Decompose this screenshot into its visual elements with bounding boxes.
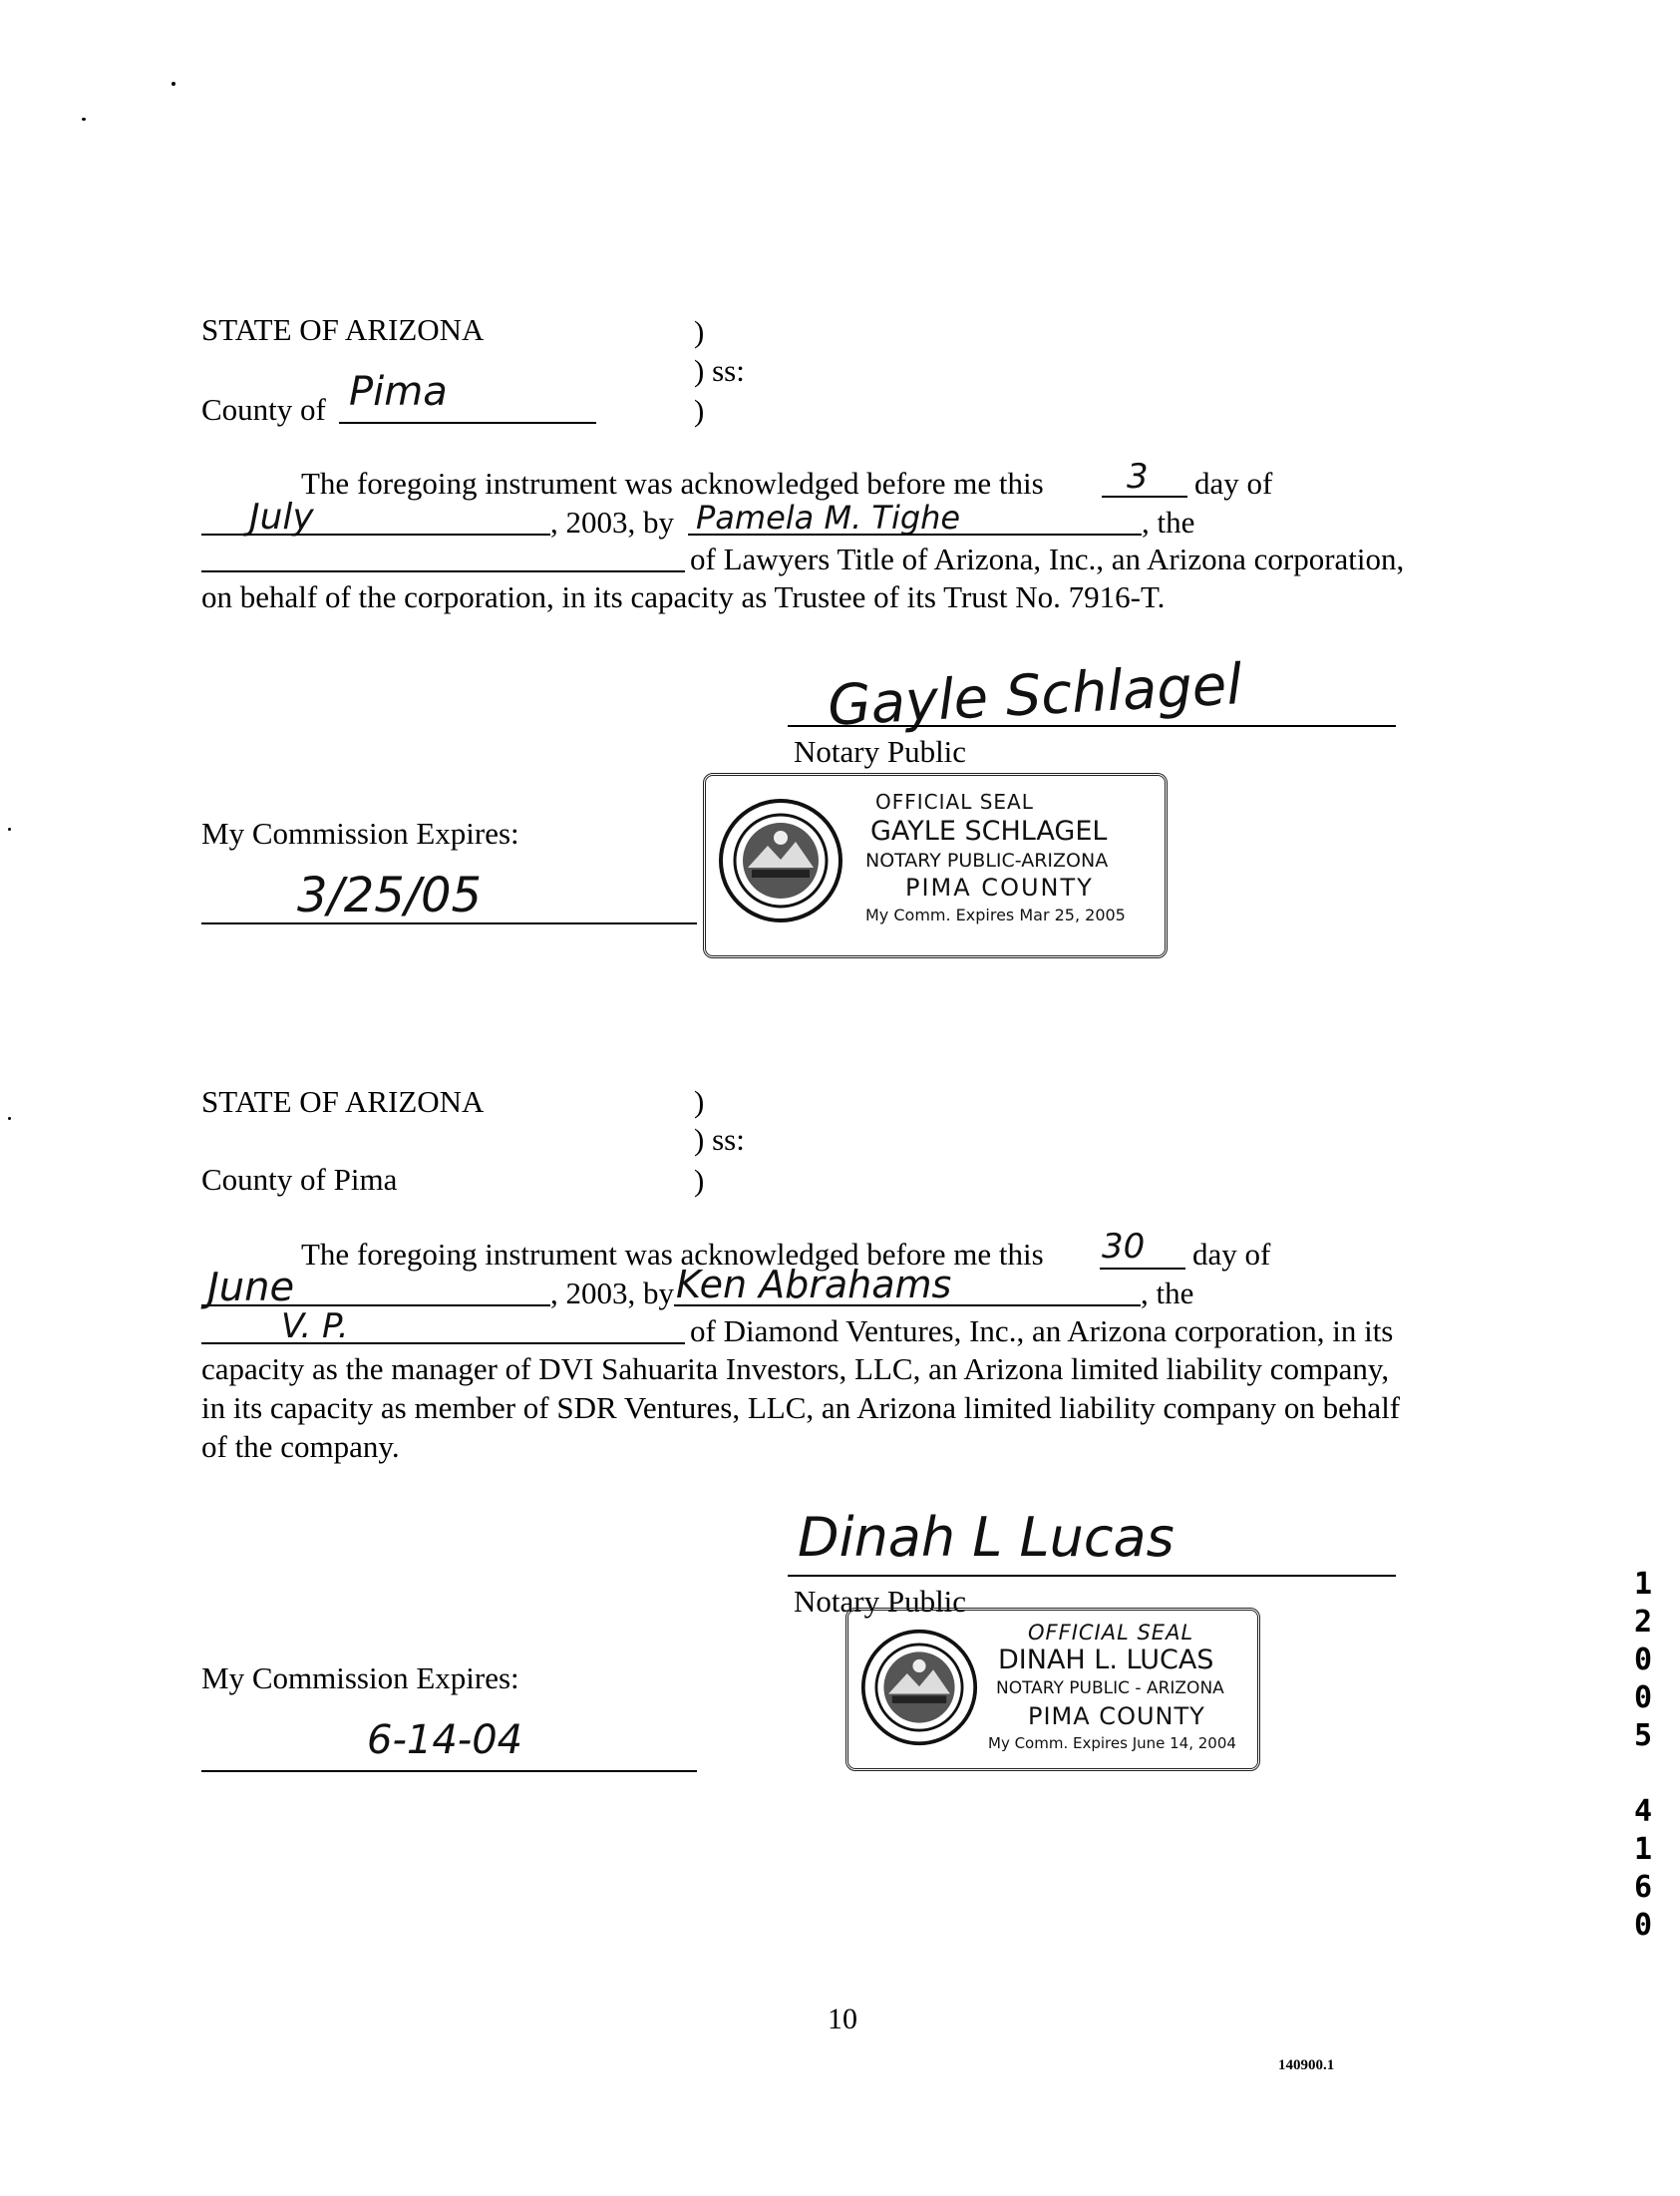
ack-line-3: of Lawyers Title of Arizona, Inc., an Arizona corporation, [690, 542, 1405, 576]
seal-county: PIMA COUNTY [1028, 1702, 1205, 1730]
county-underline [339, 422, 596, 424]
the-label: , the [1141, 1276, 1194, 1310]
venue-ss: ) ss: [694, 353, 745, 388]
notary-signature: Gayle Schlagel [826, 652, 1244, 739]
notary-public-label: Notary Public [794, 734, 967, 769]
month-handwritten: July [249, 497, 314, 538]
the-label: , the [1142, 505, 1195, 540]
venue-paren: ) [694, 314, 705, 349]
stamp-digit: 0 [1633, 1680, 1653, 1715]
day-handwritten: 30 [1102, 1227, 1146, 1267]
state-heading: STATE OF ARIZONA [201, 1084, 485, 1119]
seal-expires: My Comm. Expires Mar 25, 2005 [865, 906, 1126, 924]
state-seal-emblem-icon [718, 798, 843, 923]
scan-speck [171, 82, 175, 86]
ack-line-4: capacity as the manager of DVI Sahuarita Investors, LLC, an Arizona limited liability company, [201, 1351, 1390, 1386]
ack-text: The foregoing instrument was acknowledged before me this [301, 1237, 1044, 1272]
title-handwritten: V. P. [281, 1306, 349, 1346]
commission-label: My Commission Expires: [201, 816, 519, 851]
seal-line: OFFICIAL SEAL [1028, 1621, 1194, 1645]
stamp-digit: 1 [1633, 1567, 1653, 1602]
seal-line: NOTARY PUBLIC-ARIZONA [865, 850, 1109, 872]
ack-line-1 [301, 466, 1044, 502]
seal-expires: My Comm. Expires June 14, 2004 [988, 1734, 1236, 1752]
venue-ss: ) ss: [694, 1122, 745, 1157]
commission-handwritten: 3/25/05 [297, 868, 483, 923]
stamp-digit: 5 [1633, 1718, 1653, 1753]
venue-paren: ) [694, 393, 705, 428]
day-of-label: day of [1192, 1237, 1271, 1272]
stamp-digit: 6 [1633, 1870, 1653, 1905]
year-by-label: , 2003, by [550, 1276, 674, 1310]
commission-label: My Commission Expires: [201, 1660, 519, 1695]
seal-line: OFFICIAL SEAL [875, 790, 1034, 814]
day-handwritten: 3 [1127, 457, 1149, 497]
seal-county: PIMA COUNTY [905, 874, 1094, 902]
month-handwritten: June [207, 1265, 295, 1310]
signature-line [788, 725, 1396, 727]
name-handwritten: Pamela M. Tighe [696, 499, 961, 537]
ack-line-4: on behalf of the corporation, in its capacity as Trustee of its Trust No. 7916-T. [201, 579, 1166, 614]
day-of-label: day of [1194, 466, 1273, 501]
stamp-gap [1623, 1755, 1663, 1793]
venue-paren: ) [694, 1163, 705, 1198]
county-handwritten: Pima [349, 369, 448, 415]
ack-line-3: of Diamond Ventures, Inc., an Arizona corporation, in its [690, 1313, 1394, 1348]
stamp-digit: 1 [1633, 1832, 1653, 1867]
year-by-label: , 2003, by [550, 505, 674, 540]
title-underline [201, 570, 685, 572]
county-label: County of [201, 392, 326, 427]
stamp-digit: 4 [1633, 1794, 1653, 1829]
day-underline [1100, 1268, 1185, 1270]
notary-seal [703, 773, 1168, 958]
document-id: 140900.1 [1278, 2057, 1335, 2073]
commission-handwritten: 6-14-04 [367, 1717, 523, 1763]
notary-seal [845, 1608, 1260, 1771]
seal-name: DINAH L. LUCAS [998, 1645, 1214, 1675]
signature-line [788, 1575, 1396, 1577]
state-heading: STATE OF ARIZONA [201, 312, 485, 347]
ack-line-6: of the company. [201, 1429, 400, 1464]
stamp-digit: 0 [1633, 1643, 1653, 1677]
seal-name: GAYLE SCHLAGEL [870, 816, 1108, 847]
ack-text: The foregoing instrument was acknowledged before me this [301, 466, 1044, 501]
notary-signature: Dinah L Lucas [798, 1506, 1175, 1569]
page-number: 10 [828, 2003, 857, 2035]
name-handwritten: Ken Abrahams [676, 1263, 952, 1306]
stamp-digit: 2 [1633, 1605, 1653, 1640]
state-seal-emblem-icon [860, 1629, 978, 1746]
scan-speck [82, 118, 86, 121]
recording-number-stamp [1623, 1566, 1663, 1945]
commission-underline [201, 1770, 697, 1772]
county-label: County of Pima [201, 1162, 398, 1197]
notary-public-label: Notary Public [794, 1584, 967, 1619]
venue-paren: ) [694, 1084, 705, 1119]
title-underline [201, 1342, 685, 1344]
seal-line: NOTARY PUBLIC - ARIZONA [996, 1678, 1224, 1698]
stamp-digit: 0 [1633, 1908, 1653, 1943]
scan-speck [8, 828, 11, 831]
scan-speck [8, 1117, 11, 1120]
ack-line-5: in its capacity as member of SDR Ventures, LLC, an Arizona limited liability company on behalf [201, 1390, 1401, 1425]
